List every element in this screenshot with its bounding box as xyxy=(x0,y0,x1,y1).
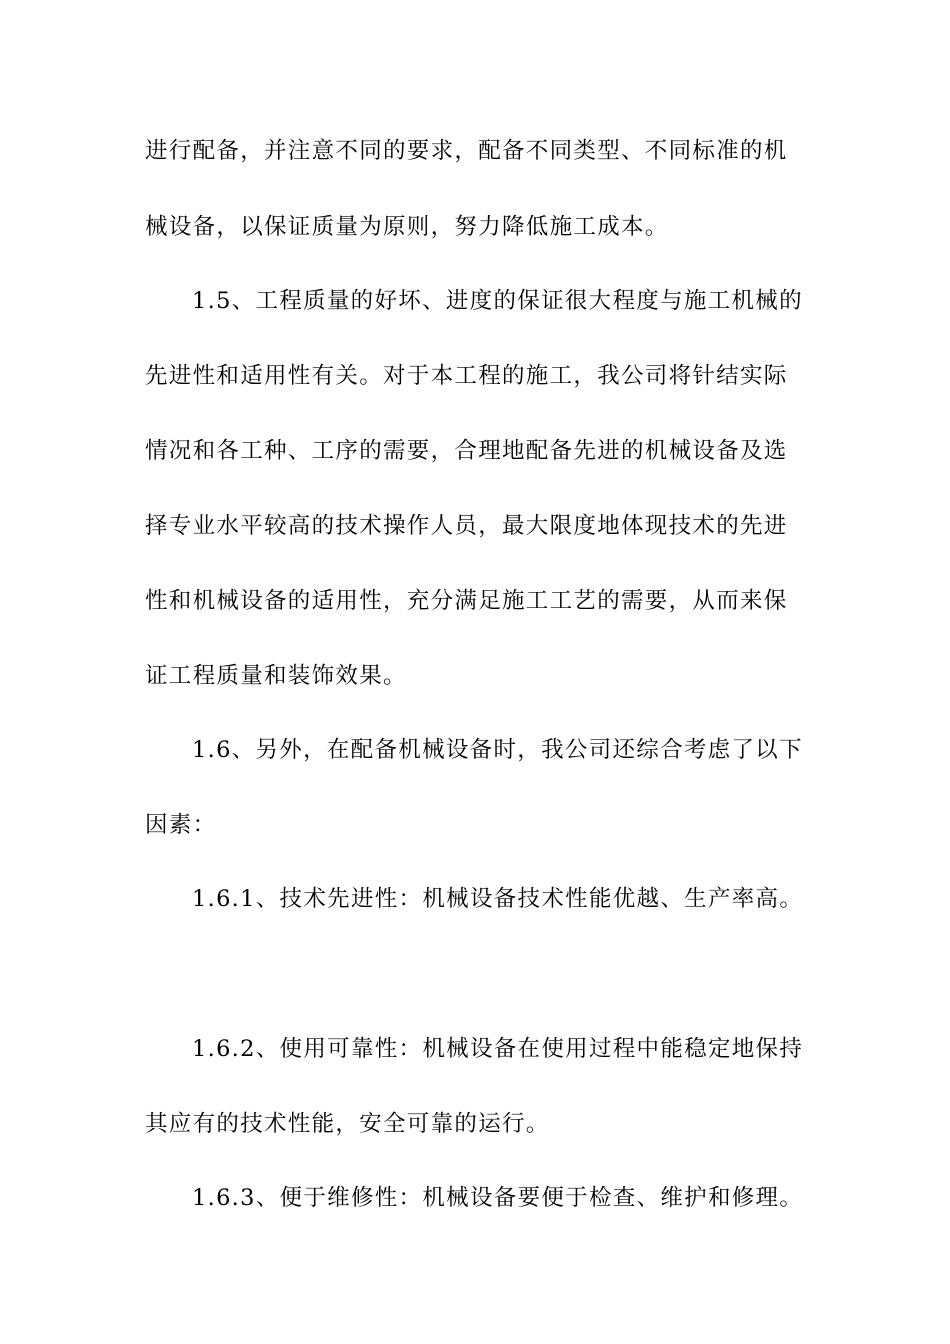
text-line: 因素： xyxy=(145,812,217,838)
item-1-6-1-line: 1.6.1、技术先进性：机械设备技术性能优越、生产率高。 xyxy=(192,886,804,912)
text-line: 械设备，以保证质量为原则，努力降低施工成本。 xyxy=(145,214,669,240)
text-line: 进行配备，并注意不同的要求，配备不同类型、不同标准的机 xyxy=(145,138,788,164)
item-1-6-3-line: 1.6.3、便于维修性：机械设备要便于检查、维护和修理。 xyxy=(192,1185,804,1211)
text-line: 证工程质量和装饰效果。 xyxy=(145,663,407,689)
text-line: 情况和各工种、工序的需要，合理地配备先进的机械设备及选 xyxy=(145,438,788,464)
text-line: 择专业水平较高的技术操作人员，最大限度地体现技术的先进 xyxy=(145,513,788,539)
text-line: 先进性和适用性有关。对于本工程的施工，我公司将针结实际 xyxy=(145,363,788,389)
text-line: 性和机械设备的适用性，充分满足施工工艺的需要，从而来保 xyxy=(145,588,788,614)
text-line: 其应有的技术性能，安全可靠的运行。 xyxy=(145,1111,550,1137)
paragraph-1-5-heading-line: 1.5、工程质量的好坏、进度的保证很大程度与施工机械的 xyxy=(192,288,803,314)
item-1-6-2-line: 1.6.2、使用可靠性：机械设备在使用过程中能稳定地保持 xyxy=(192,1036,804,1062)
paragraph-1-6-heading-line: 1.6、另外，在配备机械设备时，我公司还综合考虑了以下 xyxy=(192,737,803,763)
